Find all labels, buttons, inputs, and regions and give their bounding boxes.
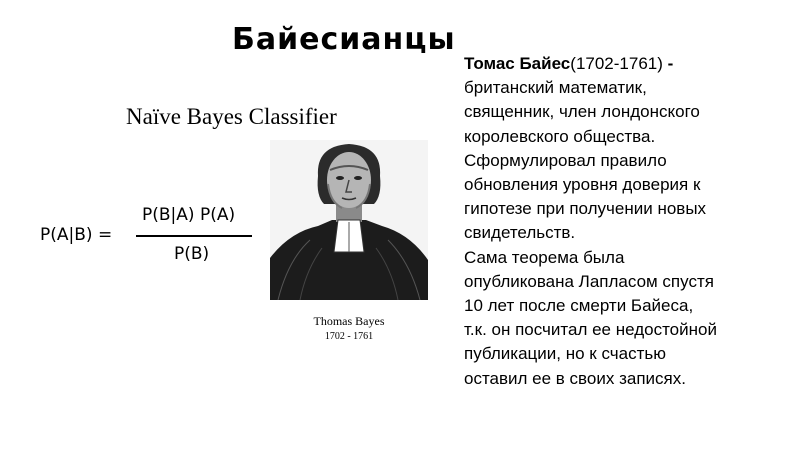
- slide-title: Байесианцы: [232, 22, 456, 57]
- bio-line: свидетельств.: [464, 223, 576, 243]
- bio-line: т.к. он посчитал ее недостойной: [464, 320, 717, 340]
- bio-line: 10 лет после смерти Байеса,: [464, 296, 694, 316]
- formula-denominator: P(B): [174, 244, 210, 264]
- bio-line: обновления уровня доверия к: [464, 175, 701, 195]
- bio-line: британский математик,: [464, 78, 647, 98]
- bio-dash: -: [662, 54, 674, 73]
- classifier-title: Naïve Bayes Classifier: [126, 104, 337, 129]
- bio-name: Томас Байес: [464, 54, 571, 73]
- bio-text: [464, 52, 784, 391]
- bio-line: священник, член лондонского: [464, 102, 700, 122]
- bio-line: оставил ее в своих записях.: [464, 368, 686, 388]
- bayes-portrait: [270, 140, 428, 300]
- formula-lhs: P(A|B) =: [40, 225, 113, 245]
- bio-line: Сама теорема была: [464, 247, 625, 267]
- fraction-line: [136, 235, 252, 237]
- bio-years: (1702-1761): [570, 54, 663, 73]
- bayes-formula: [40, 200, 270, 270]
- formula-numerator: P(B|A) P(A): [142, 205, 236, 225]
- bio-heading: [464, 52, 784, 76]
- bio-line: публикации, но к счастью: [464, 344, 666, 364]
- bio-line: опубликована Лапласом спустя: [464, 271, 714, 291]
- portrait-dates: 1702 - 1761: [324, 331, 374, 342]
- portrait-engraving: [270, 140, 428, 300]
- portrait-caption: Thomas Bayes: [313, 314, 385, 328]
- bio-line: королевского общества.: [464, 126, 656, 146]
- bio-line: Сформулировал правило: [464, 150, 667, 170]
- bio-line: гипотезе при получении новых: [464, 199, 707, 219]
